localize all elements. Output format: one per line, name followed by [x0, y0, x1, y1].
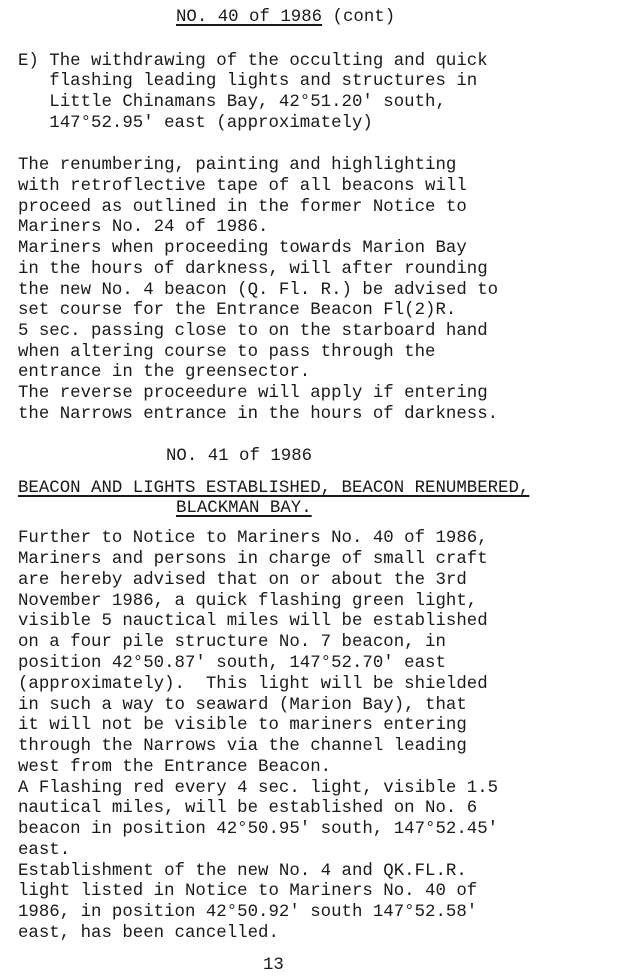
para2-line: light listed in Notice to Mariners No. 40 of: [18, 882, 478, 901]
item-e-line: 147°52.95' east (approximately): [18, 114, 373, 133]
para1-line: Mariners when proceeding towards Marion Bay: [18, 239, 467, 258]
para1-line: when altering course to pass through the: [18, 343, 436, 362]
para2-line: nautical miles, will be established on No. 6: [18, 799, 478, 818]
para1-line: the Narrows entrance in the hours of darkness.: [18, 405, 499, 424]
para1-line: The renumbering, painting and highlighting: [18, 156, 457, 175]
notice-41-title-location: BLACKMAN BAY.: [176, 499, 312, 518]
para2-line: on a four pile structure No. 7 beacon, in: [18, 633, 446, 652]
para2-line: Mariners and persons in charge of small craft: [18, 550, 488, 569]
notice-41-number: NO. 41 of 1986: [166, 447, 313, 466]
para2-line: east, has been cancelled.: [18, 924, 279, 943]
notice-41-title: BEACON AND LIGHTS ESTABLISHED, BEACON RENUMBERED,: [18, 479, 530, 498]
para2-line: are hereby advised that on or about the 3rd: [18, 571, 467, 590]
heading-continued: (cont): [322, 8, 396, 27]
para2-line: in such a way to seaward (Marion Bay), that: [18, 696, 467, 715]
para2-line: Establishment of the new No. 4 and QK.FL.R.: [18, 862, 467, 881]
para2-line: November 1986, a quick flashing green light,: [18, 592, 478, 611]
para1-line: The reverse proceedure will apply if entering: [18, 384, 488, 403]
item-e-line: flashing leading lights and structures in: [18, 72, 478, 91]
para1-line: entrance in the greensector.: [18, 363, 311, 382]
para1-line: the new No. 4 beacon (Q. Fl. R.) be advised to: [18, 281, 499, 300]
para2-line: beacon in position 42°50.95' south, 147°52.45': [18, 820, 499, 839]
para1-line: proceed as outlined in the former Notice to: [18, 198, 467, 217]
para2-line: position 42°50.87' south, 147°52.70' east: [18, 654, 446, 673]
para2-line: (approximately). This light will be shielded: [18, 675, 488, 694]
page-number: 13: [263, 956, 284, 975]
para2-line: east.: [18, 841, 71, 860]
para2-line: visible 5 nauctical miles will be established: [18, 612, 488, 631]
para2-line: 1986, in position 42°50.92' south 147°52.58': [18, 903, 478, 922]
para1-line: 5 sec. passing close to on the starboard hand: [18, 322, 488, 341]
para2-line: A Flashing red every 4 sec. light, visible 1.5: [18, 779, 499, 798]
para1-line: in the hours of darkness, will after rounding: [18, 260, 488, 279]
para2-line: it will not be visible to mariners entering: [18, 716, 467, 735]
para2-line: Further to Notice to Mariners No. 40 of 1986,: [18, 529, 488, 548]
item-e-line: E) The withdrawing of the occulting and quick: [18, 52, 488, 71]
item-e-line: Little Chinamans Bay, 42°51.20' south,: [18, 93, 446, 112]
para2-line: through the Narrows via the channel leading: [18, 737, 467, 756]
heading-notice-number: NO. 40 of 1986: [176, 8, 323, 27]
para2-line: west from the Entrance Beacon.: [18, 758, 332, 777]
page-heading: [176, 8, 395, 28]
para1-line: set course for the Entrance Beacon Fl(2)R.: [18, 301, 457, 320]
para1-line: with retroflective tape of all beacons will: [18, 177, 467, 196]
para1-line: Mariners No. 24 of 1986.: [18, 218, 269, 237]
